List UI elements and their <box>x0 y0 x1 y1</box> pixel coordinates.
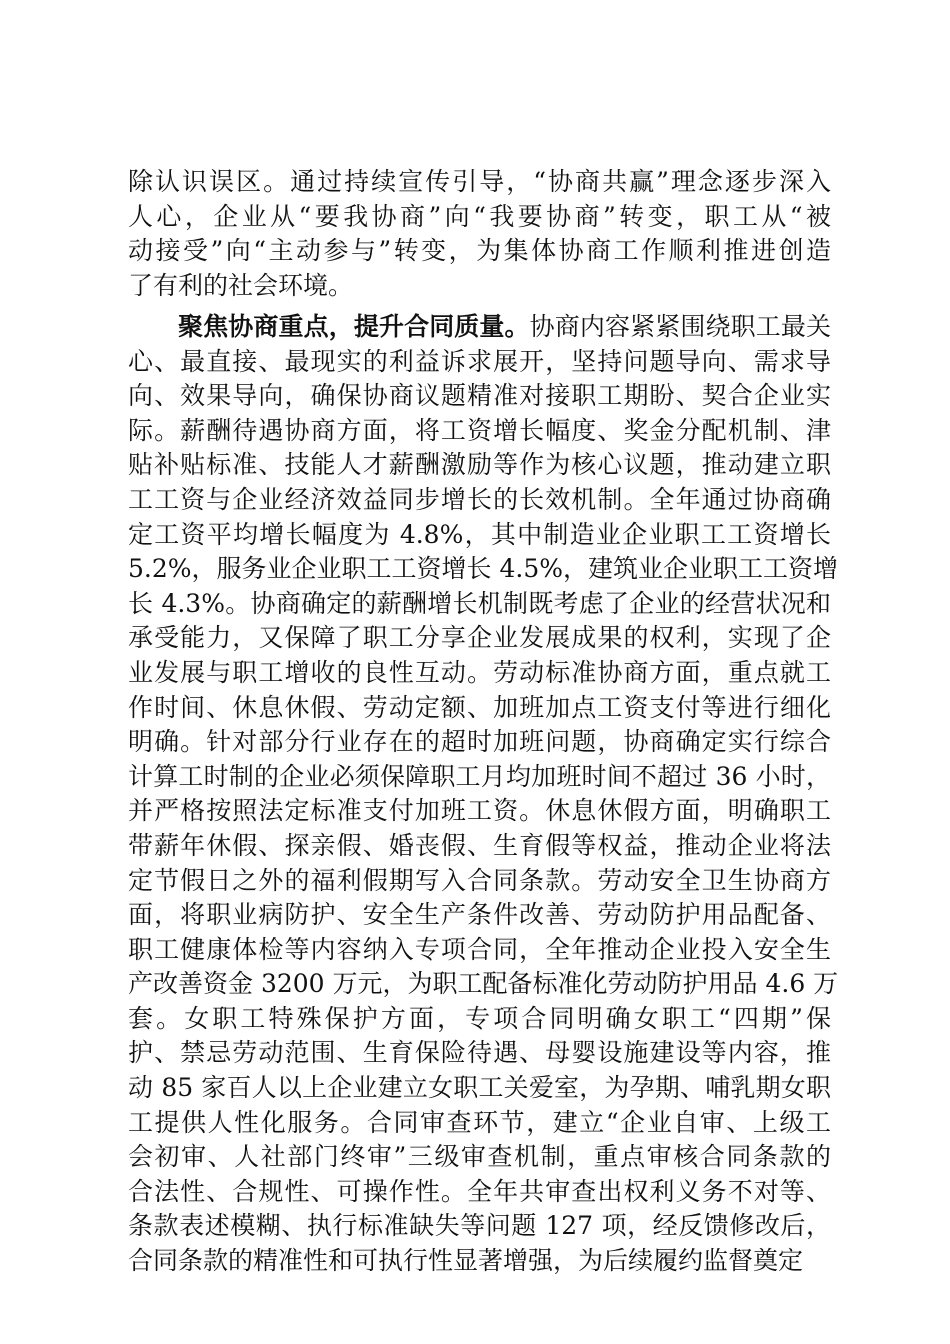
paragraph-line: 条款表述模糊、执行标准缺失等问题 127 项，经反馈修改后， <box>128 1211 831 1241</box>
paragraph-line: 会初审、人社部门终审”三级审查机制，重点审核合同条款的 <box>128 1142 831 1172</box>
paragraph-line-text: 协商内容紧紧围绕职工最关 <box>529 312 831 341</box>
paragraph-line: 动接受”向“主动参与”转变，为集体协商工作顺利推进创造 <box>128 236 831 266</box>
paragraph-line: 明确。针对部分行业存在的超时加班问题，协商确定实行综合 <box>128 727 831 757</box>
paragraph-line: 定工资平均增长幅度为 4.8%，其中制造业企业职工工资增长 <box>128 519 831 549</box>
paragraph-line: 业发展与职工增收的良性互动。劳动标准协商方面，重点就工 <box>128 657 831 687</box>
paragraph-line: 带薪年休假、探亲假、婚丧假、生育假等权益，推动企业将法 <box>128 830 831 860</box>
paragraph-line: 动 85 家百人以上企业建立女职工关爱室，为孕期、哺乳期女职 <box>128 1073 831 1103</box>
paragraph-line: 了有利的社会环境。 <box>128 270 354 300</box>
paragraph-line: 并严格按照法定标准支付加班工资。休息休假方面，明确职工 <box>128 796 831 826</box>
paragraph-line: 除认识误区。通过持续宣传引导，“协商共赢”理念逐步深入 <box>128 167 831 196</box>
paragraph-line: 贴补贴标准、技能人才薪酬激励等作为核心议题，推动建立职 <box>128 450 831 480</box>
paragraph-line: 承受能力，又保障了职工分享企业发展成果的权利，实现了企 <box>128 623 831 653</box>
paragraph-line: 心、最直接、最现实的利益诉求展开，坚持问题导向、需求导 <box>128 346 831 376</box>
paragraph-line: 工提供人性化服务。合同审查环节，建立“企业自审、上级工 <box>128 1107 831 1137</box>
paragraph-line: 套。女职工特殊保护方面，专项合同明确女职工“四期”保 <box>128 1003 831 1033</box>
paragraph-line: 计算工时制的企业必须保障职工月均加班时间不超过 36 小时， <box>128 761 831 791</box>
paragraph-line: 长 4.3%。协商确定的薪酬增长机制既考虑了企业的经营状况和 <box>128 588 831 618</box>
paragraph-line: 5.2%，服务业企业职工工资增长 4.5%，建筑业企业职工工资增 <box>128 554 838 584</box>
paragraph-first-line <box>128 310 831 345</box>
paragraph-line: 面，将职业病防护、安全生产条件改善、劳动防护用品配备、 <box>128 900 831 930</box>
paragraph-line: 职工健康体检等内容纳入专项合同，全年推动企业投入安全生 <box>128 934 831 964</box>
paragraph-line: 工工资与企业经济效益同步增长的长效机制。全年通过协商确 <box>128 484 831 514</box>
paragraph-line: 护、禁忌劳动范围、生育保险待遇、母婴设施建设等内容，推 <box>128 1038 831 1068</box>
paragraph-1 <box>128 165 831 303</box>
paragraph-line: 定节假日之外的福利假期写入合同条款。劳动安全卫生协商方 <box>128 865 831 895</box>
paragraph-line: 合同条款的精准性和可执行性显著增强，为后续履约监督奠定 <box>128 1246 804 1276</box>
paragraph-line: 人心，企业从“要我协商”向“我要协商”转变，职工从“被 <box>128 201 831 231</box>
paragraph-line: 作时间、休息休假、劳动定额、加班加点工资支付等进行细化 <box>128 692 831 722</box>
paragraph-heading: 聚焦协商重点，提升合同质量。 <box>178 312 530 341</box>
paragraph-line: 合法性、合规性、可操作性。全年共审查出权利义务不对等、 <box>128 1176 831 1206</box>
paragraph-line: 产改善资金 3200 万元，为职工配备标准化劳动防护用品 4.6 万 <box>128 969 839 999</box>
paragraph-line: 向、效果导向，确保协商议题精准对接职工期盼、契合企业实 <box>128 381 831 411</box>
paragraph-line: 际。薪酬待遇协商方面，将工资增长幅度、奖金分配机制、津 <box>128 415 831 445</box>
paragraph-2 <box>128 310 839 1279</box>
